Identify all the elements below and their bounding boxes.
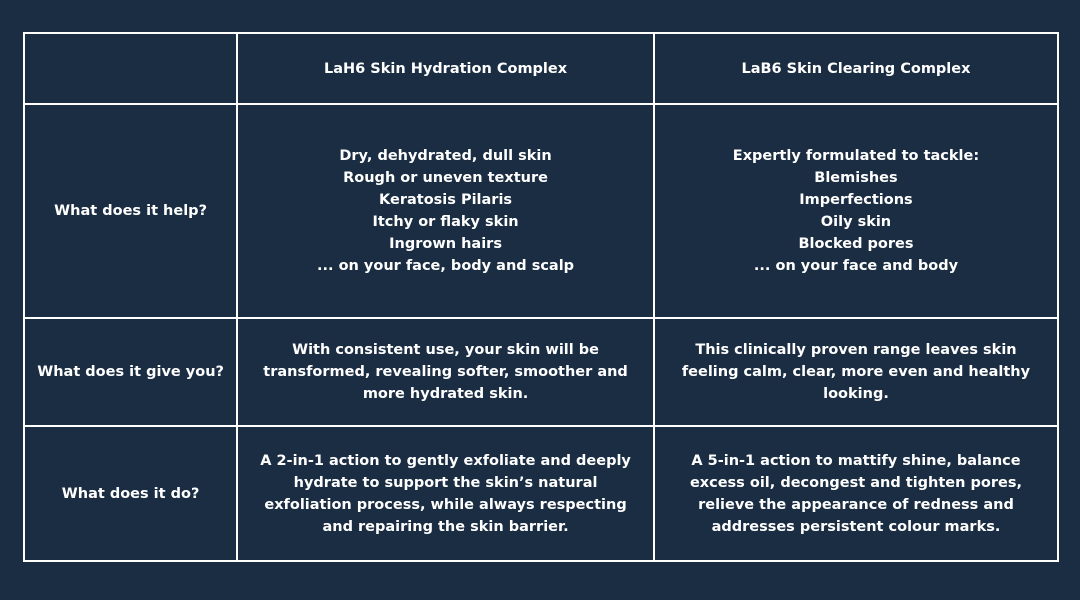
table-row-give xyxy=(24,318,1058,426)
row-label-help: What does it help? xyxy=(24,104,237,318)
list-item: Blocked pores xyxy=(798,236,914,253)
column-header-lab6: LaB6 Skin Clearing Complex xyxy=(654,33,1058,104)
list-item: ... on your face, body and scalp xyxy=(317,258,575,275)
cell-lab6-help xyxy=(654,104,1058,318)
row-label-give: What does it give you? xyxy=(24,318,237,426)
table-row-help xyxy=(24,104,1058,318)
cell-lab6-do: A 5-in-1 action to mattify shine, balance excess oil, decongest and tighten pores, relieve the appearance of redness and addresses persistent colour marks. xyxy=(654,426,1058,561)
comparison-table-wrapper xyxy=(23,32,1059,562)
column-header-lah6: LaH6 Skin Hydration Complex xyxy=(237,33,654,104)
cell-lah6-give: With consistent use, your skin will be transformed, revealing softer, smoother and more hydrated skin. xyxy=(237,318,654,426)
list-item: Imperfections xyxy=(799,192,913,209)
table-row-do xyxy=(24,426,1058,561)
list-item: Oily skin xyxy=(820,214,892,231)
list-item: Rough or uneven texture xyxy=(343,170,548,187)
row-label-do: What does it do? xyxy=(24,426,237,561)
comparison-table xyxy=(23,32,1059,562)
list-item: Dry, dehydrated, dull skin xyxy=(339,148,552,165)
cell-lab6-give: This clinically proven range leaves skin feeling calm, clear, more even and healthy looking. xyxy=(654,318,1058,426)
table-header-row xyxy=(24,33,1058,104)
corner-cell xyxy=(24,33,237,104)
list-item: Ingrown hairs xyxy=(389,236,502,253)
list-item: ... on your face and body xyxy=(753,258,959,275)
list-item: Itchy or flaky skin xyxy=(372,214,519,231)
cell-lah6-do: A 2-in-1 action to gently exfoliate and deeply hydrate to support the skin’s natural exfoliation process, while always respecting and repairing the skin barrier. xyxy=(237,426,654,561)
cell-lah6-help xyxy=(237,104,654,318)
list-item: Expertly formulated to tackle: xyxy=(732,148,980,165)
list-item: Blemishes xyxy=(814,170,898,187)
list-item: Keratosis Pilaris xyxy=(379,192,513,209)
